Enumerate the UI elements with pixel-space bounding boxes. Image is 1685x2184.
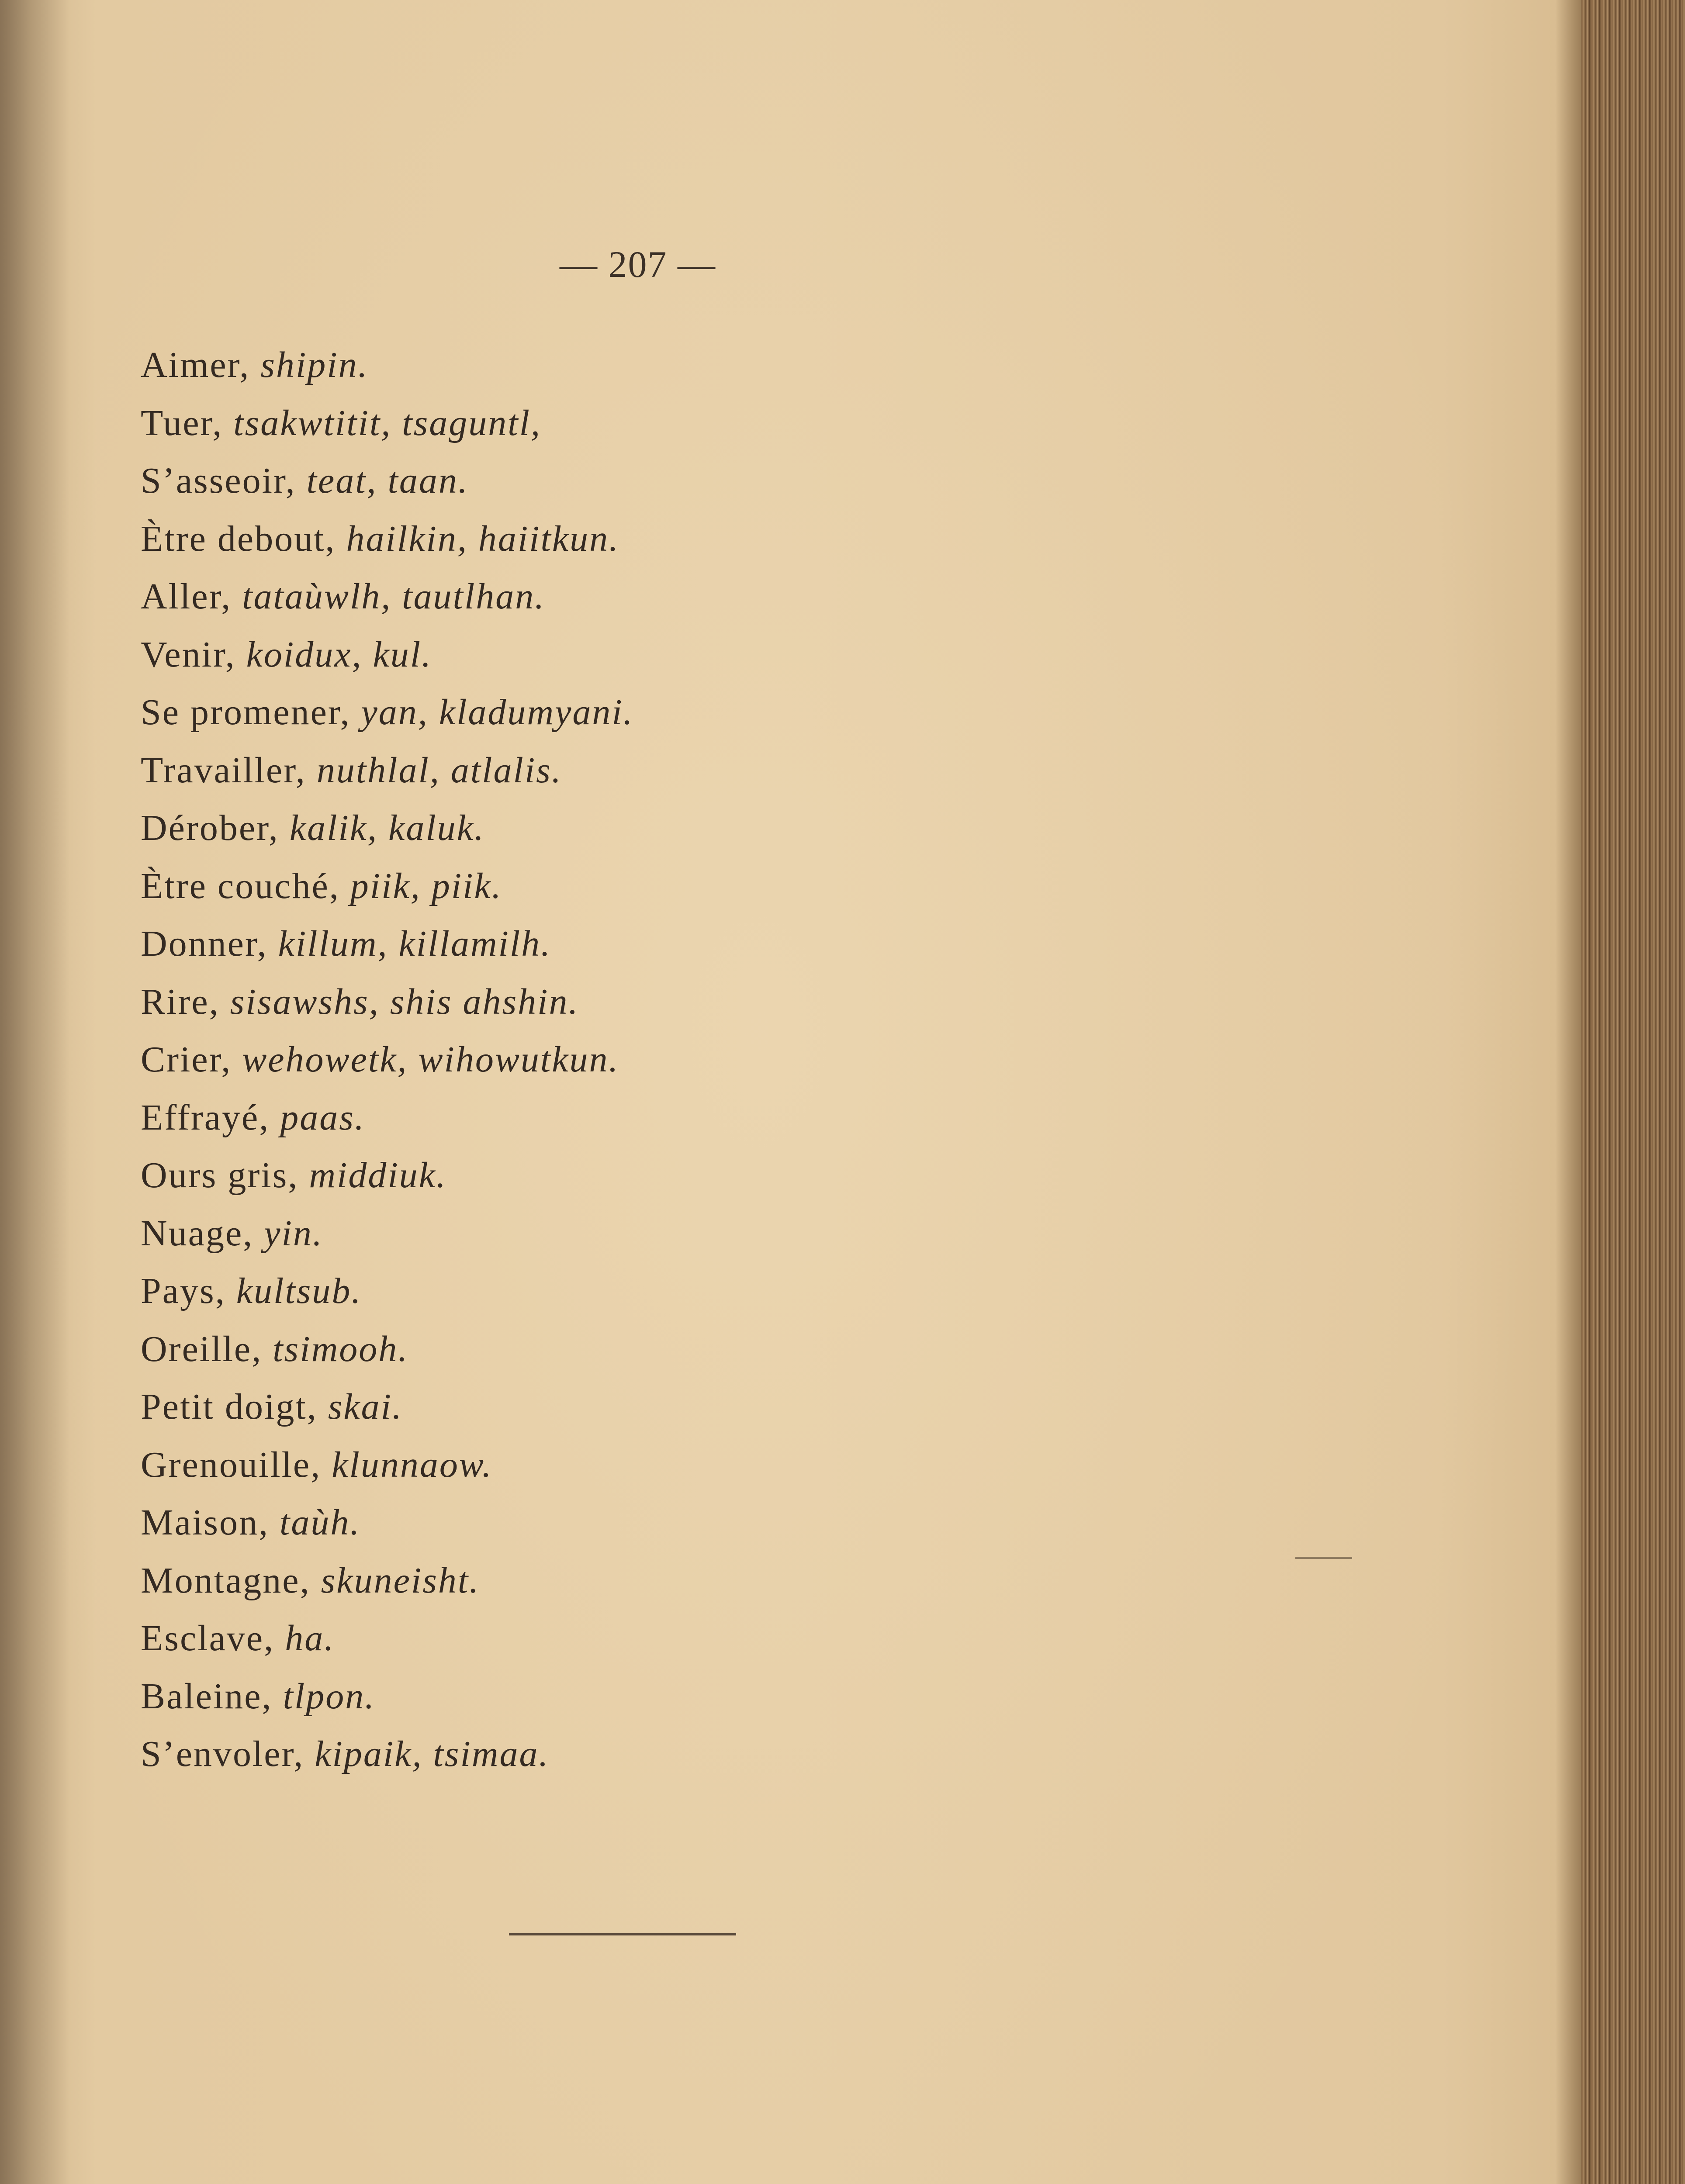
native-translation: teat, taan. (306, 460, 469, 501)
native-translation: yan, kladumyani. (361, 692, 634, 733)
french-term: Ètre couché, (141, 865, 350, 906)
native-translation: kipaik, tsimaa. (315, 1734, 550, 1774)
french-term: Oreille, (141, 1328, 273, 1369)
native-translation: nuthlal, atlalis. (316, 750, 562, 791)
native-translation: killum, killamilh. (278, 923, 552, 964)
french-term: Effrayé, (141, 1097, 280, 1138)
french-term: Maison, (141, 1502, 280, 1543)
native-translation: kultsub. (236, 1271, 362, 1311)
native-translation: middiuk. (309, 1155, 447, 1196)
french-term: Baleine, (141, 1676, 283, 1717)
french-term: Dérober, (141, 808, 290, 848)
native-translation: skuneisht. (321, 1560, 480, 1601)
ink-mark (1295, 1557, 1352, 1559)
french-term: S’envoler, (141, 1734, 315, 1774)
native-translation: skai. (328, 1386, 403, 1427)
vocabulary-entry (141, 857, 796, 916)
vocabulary-entry (141, 799, 796, 857)
native-translation: tlpon. (283, 1676, 376, 1717)
vocabulary-entry (141, 452, 796, 510)
vocabulary-entry (141, 510, 796, 568)
native-translation: tsimooh. (273, 1328, 409, 1369)
vocabulary-entry (141, 394, 796, 453)
french-term: Pays, (141, 1271, 236, 1311)
vocabulary-entry (141, 1320, 796, 1379)
native-translation: hailkin, haiitkun. (346, 518, 620, 559)
native-translation: shipin. (260, 345, 369, 385)
vocabulary-entry (141, 915, 796, 973)
vocabulary-entry (141, 1031, 796, 1089)
french-term: Venir, (141, 634, 246, 675)
vocabulary-entry (141, 626, 796, 684)
native-translation: koidux, kul. (246, 634, 432, 675)
vocabulary-entry (141, 1610, 796, 1668)
french-term: Montagne, (141, 1560, 321, 1601)
page-number: — 207 — (560, 243, 716, 285)
page-stack-edge (1581, 0, 1685, 2184)
french-term: Aller, (141, 576, 242, 617)
french-term: Esclave, (141, 1618, 285, 1659)
vocabulary-entry (141, 1668, 796, 1726)
native-translation: klunnaow. (332, 1444, 493, 1485)
vocabulary-entry (141, 336, 796, 394)
vocabulary-entry (141, 1552, 796, 1610)
french-term: Travailler, (141, 750, 317, 791)
vocabulary-entry (141, 1089, 796, 1147)
section-divider-rule (509, 1933, 736, 1935)
native-translation: ha. (285, 1618, 335, 1659)
native-translation: paas. (280, 1097, 365, 1138)
french-term: Ètre debout, (141, 518, 346, 559)
vocabulary-entry (141, 1262, 796, 1320)
french-term: Aimer, (141, 345, 261, 385)
native-translation: yin. (264, 1213, 323, 1254)
french-term: S’asseoir, (141, 460, 307, 501)
vocabulary-entry (141, 1147, 796, 1205)
native-translation: tataùwlh, tautlhan. (242, 576, 546, 617)
native-translation: taùh. (280, 1502, 361, 1543)
vocabulary-entry (141, 1725, 796, 1783)
french-term: Donner, (141, 923, 278, 964)
vocabulary-list (141, 336, 796, 1783)
french-term: Tuer, (141, 402, 234, 443)
french-term: Rire, (141, 981, 230, 1022)
french-term: Grenouille, (141, 1444, 332, 1485)
spine-shadow (0, 0, 70, 2184)
vocabulary-entry (141, 568, 796, 626)
vocabulary-entry (141, 742, 796, 800)
native-translation: wehowetk, wihowutkun. (242, 1039, 619, 1080)
french-term: Ours gris, (141, 1155, 309, 1196)
french-term: Crier, (141, 1039, 242, 1080)
native-translation: kalik, kaluk. (289, 808, 485, 848)
native-translation: tsakwtitit, tsaguntl, (233, 402, 541, 443)
french-term: Se promener, (141, 692, 361, 733)
native-translation: sisawshs, shis ahshin. (230, 981, 579, 1022)
french-term: Petit doigt, (141, 1386, 328, 1427)
native-translation: piik, piik. (350, 865, 502, 906)
vocabulary-entry (141, 1436, 796, 1494)
vocabulary-entry (141, 684, 796, 742)
french-term: Nuage, (141, 1213, 264, 1254)
vocabulary-entry (141, 1378, 796, 1436)
vocabulary-entry (141, 973, 796, 1031)
vocabulary-entry (141, 1494, 796, 1552)
vocabulary-entry (141, 1205, 796, 1263)
